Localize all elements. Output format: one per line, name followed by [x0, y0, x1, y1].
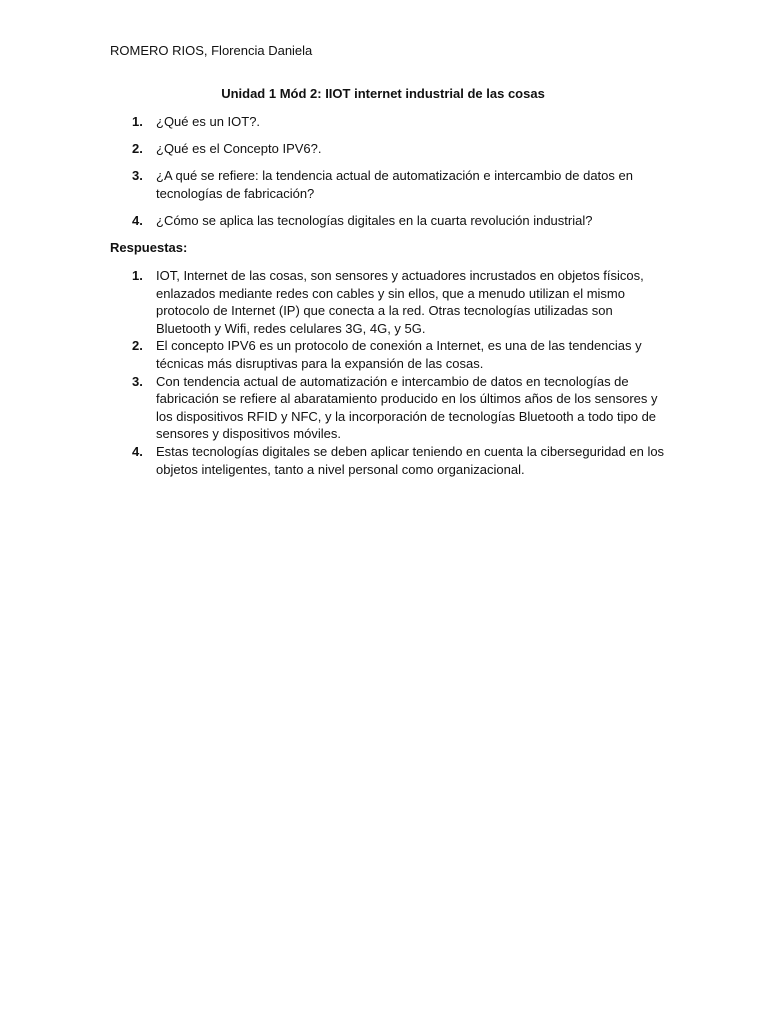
list-item	[110, 212, 670, 230]
question-number: 2.	[132, 141, 143, 157]
answer-text: IOT, Internet de las cosas, son sensores y actuadores incrustados en objetos físicos, enlazados mediante redes con cables y sin ellos, que a menudo utilizan el mismo protocolo de Internet (IP) que conecta a la red. Otras tecnologías utilizadas son Bluetooth y Wifi, redes celulares 3G, 4G, y 5G.	[156, 268, 644, 336]
list-item	[110, 443, 670, 478]
question-text: ¿Qué es el Concepto IPV6?.	[156, 141, 322, 157]
answer-number: 4.	[132, 443, 143, 459]
answer-text: El concepto IPV6 es un protocolo de conexión a Internet, es una de las tendencias y técnicas más disruptivas para la expansión de las cosas.	[156, 338, 642, 371]
answer-text: Con tendencia actual de automatización e intercambio de datos en tecnologías de fabricación se refiere al abaratamiento producido en los últimos años de los sensores y los dispositivos RFID y NFC, y la incorporación de tecnologías Bluetooth a todo tipo de sensores y dispositivos móviles.	[156, 373, 658, 442]
list-item	[110, 167, 670, 202]
answer-text: Estas tecnologías digitales se deben aplicar teniendo en cuenta la ciberseguridad en los objetos inteligentes, tanto a nivel personal como organizacional.	[156, 443, 665, 477]
list-item	[110, 267, 670, 337]
question-number: 1.	[132, 114, 143, 129]
list-item	[110, 140, 670, 158]
answer-number: 2.	[132, 338, 143, 354]
question-text: ¿Qué es un IOT?.	[156, 114, 261, 129]
answers-heading: Respuestas:	[110, 240, 188, 255]
answers-list	[110, 267, 670, 478]
list-item	[110, 113, 670, 131]
document-title: Unidad 1 Mód 2: IIOT internet industrial de las cosas	[221, 86, 545, 101]
list-item	[110, 337, 670, 372]
list-item	[110, 373, 670, 443]
question-text: ¿Cómo se aplica las tecnologías digitales en la cuarta revolución industrial?	[156, 212, 593, 228]
questions-list	[110, 113, 670, 239]
question-number: 3.	[132, 168, 143, 184]
question-text: ¿A qué se refiere: la tendencia actual de automatización e intercambio de datos en tecnologías de fabricación?	[156, 168, 633, 201]
answer-number: 1.	[132, 268, 143, 283]
question-number: 4.	[132, 212, 143, 228]
author-name: ROMERO RIOS, Florencia Daniela	[110, 43, 313, 58]
answer-number: 3.	[132, 373, 143, 389]
